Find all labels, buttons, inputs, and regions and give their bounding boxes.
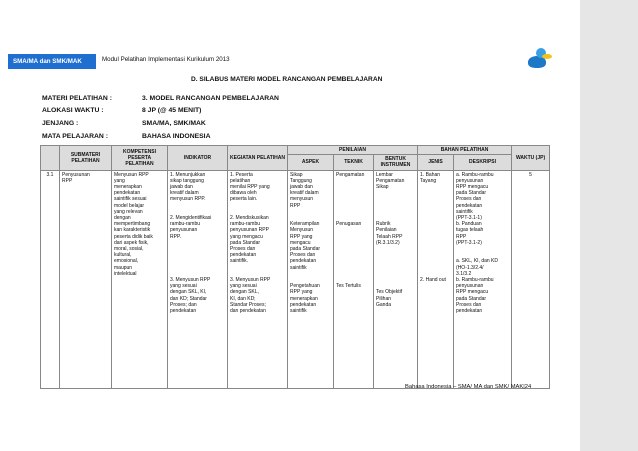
header-aspek: ASPEK [288, 155, 334, 170]
cell-kegiatan: 1. Peserta pelatihan menilai RPP yang dibawa oleh peserta lain. 2. Mendiskusikan rambu-rambu penyusunan RPP yang mengacu pada Standar Proses dan pendekatan saintifik. 3. Menyusun RPP yang sesuai dengan SKL, KI, dan KD; Standar Proses; dan pendekatan [228, 170, 288, 388]
cell-jenis: 1. Bahan Tayang 2. Hand out [418, 170, 454, 388]
row-number: 3.1 [41, 170, 60, 388]
header-number [41, 146, 60, 171]
header-indikator: INDIKATOR [168, 146, 228, 171]
header-waktu: WAKTU (JP) [512, 146, 550, 171]
cell-deskripsi: a. Rambu-rambu penyusunan RPP mengacu pada Standar Proses dan pendekatan saintifik (PPT-3.1-1) b. Panduan tugas telaah RPP (PPT-3.1-2) a. SKL, KI, dan KD (HO-1.3/2.4/ 3.1/3.2 b. Rambu-rambu penyusunan RPP mengacu pada Standar Proses dan pendekatan [454, 170, 512, 388]
meta-value: 3. MODEL RANCANGAN PEMBELAJARAN [142, 94, 279, 102]
meta-row [42, 105, 279, 118]
header-bentuk: BENTUK INSTRUMEN [374, 155, 418, 170]
section-title: D. SILABUS MATERI MODEL RANCANGAN PEMBELAJARAN [191, 76, 383, 83]
meta-value: SMA/MA, SMK/MAK [142, 119, 206, 127]
meta-value: BAHASA INDONESIA [142, 132, 211, 140]
header-bahan: BAHAN PELATIHAN [418, 146, 512, 155]
header-penilaian: PENILAIAN [288, 146, 418, 155]
training-meta [42, 92, 279, 142]
cell-indikator: 1. Menunjukkan sikap tanggung jawab dan kreatif dalam menyusun RPP. 2. Mengidentifikasi rambu-rambu penyusunan RPP. 3. Menyusun RPP yang sesuai dengan SKL, KI, dan KD; Standar Proses; dan pendekatan [168, 170, 228, 388]
header-submateri: SUBMATERI PELATIHAN [60, 146, 112, 171]
table-row [41, 170, 550, 388]
kemdikbud-logo-icon [522, 44, 556, 72]
cell-submateri: Penyusunan RPP [60, 170, 112, 388]
header-kompetensi: KOMPETENSI PESERTA PELATIHAN [112, 146, 168, 171]
module-title: Modul Pelatihan Implementasi Kurikulum 2013 [102, 56, 230, 63]
header-deskripsi: DESKRIPSI [454, 155, 512, 170]
cell-teknik: Pengamatan Penugasan Tes Tertulis [334, 170, 374, 388]
meta-key: MATA PELAJARAN : [42, 132, 108, 140]
meta-value: 8 JP (@ 45 MENIT) [142, 107, 202, 115]
cell-kompetensi: Menyusun RPP yang menerapkan pendekatan saintifik sesuai model belajar yang relevan dengan mempertimbang kan karakteristik peserta didik baik dari aspek fisik, moral, sosial, kultural, emosional, maupun intelektual [112, 170, 168, 388]
cell-bentuk: Lembar Pengamatan Sikap Rubrik Penilaian Telaah RPP (R.3.1/3.2) Tes Objektif Pilihan Ganda [374, 170, 418, 388]
page-footer: Bahasa Indonesia – SMA/ MA dan SMK/ MAK|24 [405, 384, 532, 390]
header-kegiatan: KEGIATAN PELATIHAN [228, 146, 288, 171]
meta-key: JENJANG : [42, 119, 79, 127]
meta-row [42, 117, 279, 130]
cell-waktu: 5 [512, 170, 550, 388]
meta-key: ALOKASI WAKTU : [42, 107, 104, 115]
cell-aspek: Sikap Tanggung jawab dan kreatif dalam menyusun RPP Keterampilan Menyusun RPP yang mengacu pada Standar Proses dan pendekatan saintifik Pengetahuan RPP yang menerapkan pendekatan saintifik [288, 170, 334, 388]
comment-margin-panel [580, 0, 638, 451]
meta-row [42, 130, 279, 143]
header-jenis: JENIS [418, 155, 454, 170]
syllabus-table [40, 145, 550, 389]
meta-key: MATERI PELATIHAN : [42, 94, 112, 102]
header-teknik: TEKNIK [334, 155, 374, 170]
meta-row [42, 92, 279, 105]
level-badge: SMA/MA dan SMK/MAK [8, 54, 96, 69]
